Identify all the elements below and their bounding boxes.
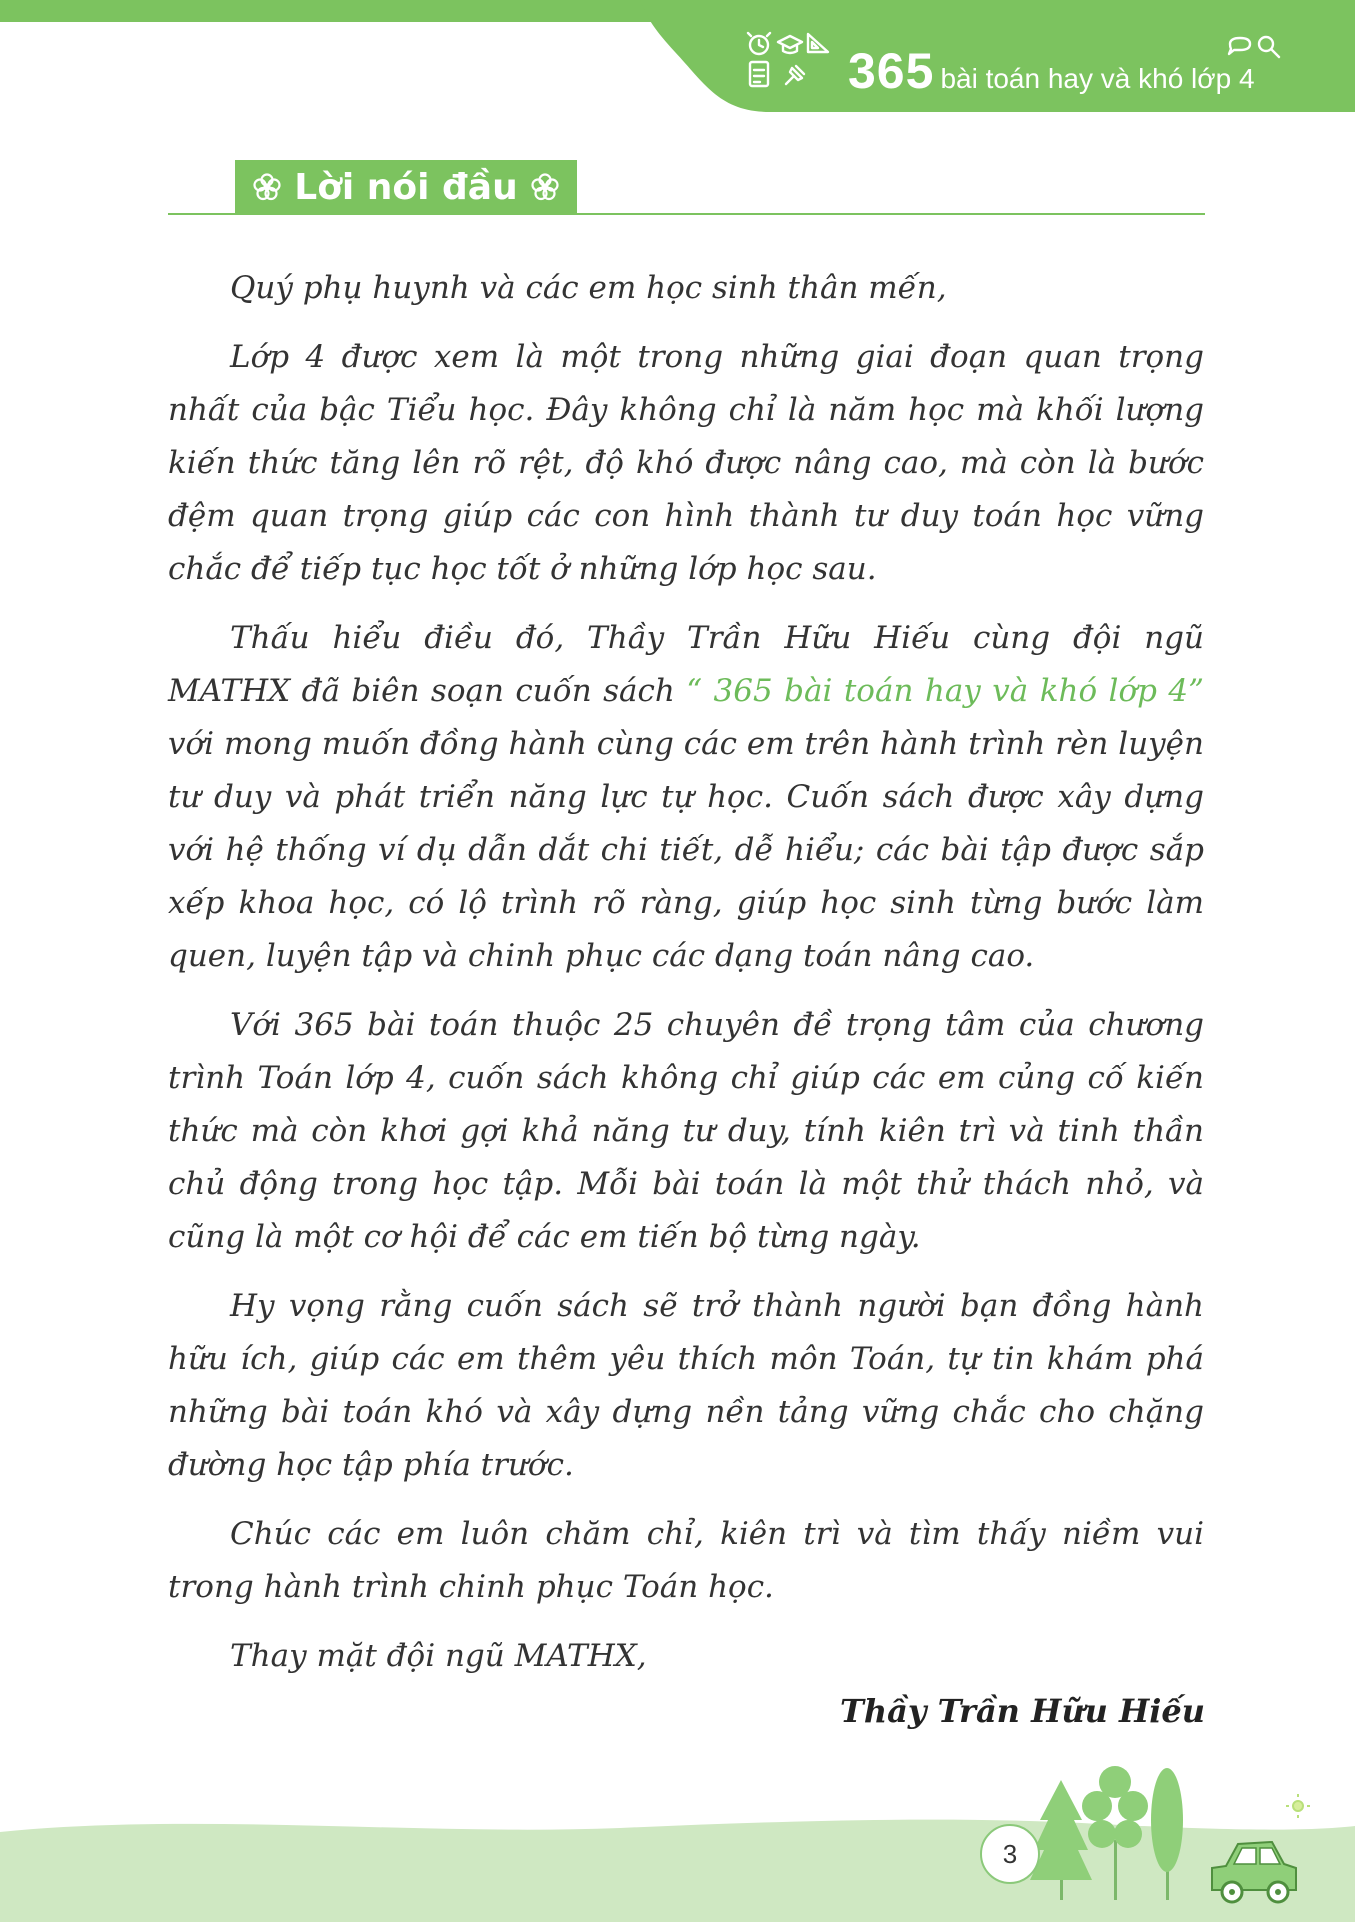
header-title	[848, 42, 1255, 100]
flower-icon	[530, 172, 560, 202]
alarm-clock-icon	[748, 33, 770, 54]
letter-signature: Thầy Trần Hữu Hiếu	[840, 1692, 1205, 1730]
letter-body	[168, 262, 1204, 1699]
letter-greeting: Quý phụ huynh và các em học sinh thân mến,	[230, 270, 947, 306]
header-doodle-icons-right	[1224, 34, 1290, 68]
ruler-triangle-icon	[808, 34, 828, 52]
page-number: 3	[980, 1824, 1040, 1884]
speech-bubble-icon	[1229, 38, 1250, 54]
notepad-icon	[750, 62, 768, 86]
graduation-cap-icon	[778, 36, 802, 53]
letter-paragraph-2	[168, 612, 1204, 983]
section-heading	[235, 160, 577, 214]
footer-landscape	[0, 1740, 1355, 1922]
header-title-number: 365	[848, 43, 935, 99]
magnifier-icon	[1259, 37, 1279, 57]
letter-paragraph-4: Hy vọng rằng cuốn sách sẽ trở thành người bạn đồng hành hữu ích, giúp các em thêm yêu thích môn Toán, tự tin khám phá những bài toán khó và xây dựng nền tảng vững chắc cho chặng đường học tập phía trước.	[168, 1288, 1204, 1483]
paragraph-2-rest: với mong muốn đồng hành cùng các em trên hành trình rèn luyện tư duy và phát triển năng lực tự học. Cuốn sách được xây dựng với hệ thống ví dụ dẫn dắt chi tiết, dễ hiểu; các bài tập được sắp xếp khoa học, có lộ trình rõ ràng, giúp học sinh từng bước làm quen, luyện tập và chinh phục các dạng toán nâng cao.	[168, 726, 1204, 974]
letter-closing: Thay mặt đội ngũ MATHX,	[230, 1638, 647, 1674]
section-title: Lời nói đầu	[294, 166, 518, 208]
letter-paragraph-5: Chúc các em luôn chăm chỉ, kiên trì và tìm thấy niềm vui trong hành trình chinh phục Toán học.	[168, 1516, 1204, 1605]
paragraph-2-intro: Thấu hiểu điều đó, Thầy Trần Hữu Hiếu cùng đội ngũ MATHX đã biên soạn cuốn sách	[168, 620, 1204, 709]
book-title-reference: “ 365 bài toán hay và khó lớp 4”	[686, 673, 1204, 709]
header-title-text: bài toán hay và khó lớp 4	[940, 63, 1255, 94]
pushpin-icon	[786, 66, 804, 84]
letter-paragraph-3: Với 365 bài toán thuộc 25 chuyên đề trọng tâm của chương trình Toán lớp 4, cuốn sách không chỉ giúp các em củng cố kiến thức mà còn khơi gợi khả năng tư duy, tính kiên trì và tinh thần chủ động trong học tập. Mỗi bài toán là một thử thách nhỏ, và cũng là một cơ hội để các em tiến bộ từng ngày.	[168, 1007, 1204, 1255]
sun-icon	[1286, 1794, 1310, 1818]
flower-icon	[252, 172, 282, 202]
letter-paragraph-1: Lớp 4 được xem là một trong những giai đoạn quan trọng nhất của bậc Tiểu học. Đây không chỉ là năm học mà khối lượng kiến thức tăng lên rõ rệt, độ khó được nâng cao, mà còn là bước đệm quan trọng giúp các con hình thành tư duy toán học vững chắc để tiếp tục học tốt ở những lớp học sau.	[168, 339, 1204, 587]
header-doodle-icons	[742, 28, 838, 92]
